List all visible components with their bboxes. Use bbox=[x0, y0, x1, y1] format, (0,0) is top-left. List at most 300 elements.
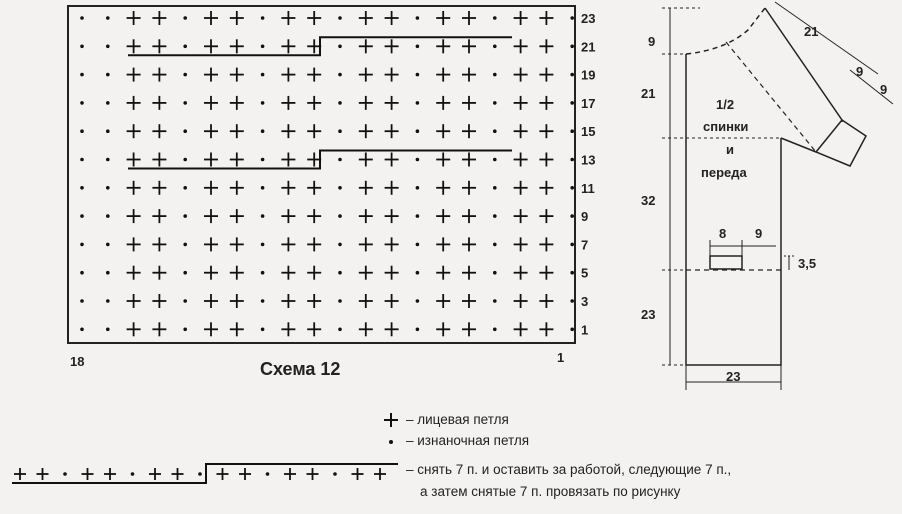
row-number: 23 bbox=[581, 11, 596, 26]
row-number: 19 bbox=[581, 67, 596, 83]
knit-symbol bbox=[436, 237, 450, 251]
knit-symbol bbox=[307, 68, 321, 82]
row-number: 3 bbox=[581, 294, 589, 309]
purl-symbol bbox=[570, 16, 574, 20]
purl-symbol bbox=[338, 243, 342, 247]
knit-symbol bbox=[462, 181, 476, 195]
knit-symbol bbox=[359, 266, 373, 280]
purl-symbol bbox=[416, 328, 420, 332]
chart-row bbox=[80, 322, 574, 336]
purl-symbol bbox=[338, 158, 342, 162]
purl-symbol bbox=[183, 271, 187, 275]
purl-symbol bbox=[183, 158, 187, 162]
purl-symbol bbox=[261, 16, 265, 20]
row-number: 13 bbox=[581, 152, 596, 168]
knit-symbol bbox=[230, 153, 244, 167]
knit-symbol bbox=[230, 68, 244, 82]
purl-symbol bbox=[416, 73, 420, 77]
knit-symbol bbox=[152, 153, 166, 167]
row-number: 9 bbox=[581, 209, 589, 225]
chart-row bbox=[80, 11, 574, 25]
knit-symbol bbox=[152, 68, 166, 82]
knit-symbol bbox=[462, 266, 476, 280]
knit-symbol bbox=[230, 294, 244, 308]
knit-symbol bbox=[462, 39, 476, 53]
knit-symbol bbox=[436, 96, 450, 110]
purl-symbol bbox=[570, 299, 574, 303]
knit-symbol bbox=[385, 237, 399, 251]
knit-symbol bbox=[152, 237, 166, 251]
legend-cable-text-1: – снять 7 п. и оставить за работой, следующие 7 п., bbox=[406, 462, 732, 477]
purl-symbol bbox=[80, 243, 84, 247]
knit-symbol bbox=[281, 39, 295, 53]
knit-symbol bbox=[539, 294, 553, 308]
knit-symbol bbox=[127, 209, 141, 223]
knit-symbol bbox=[281, 181, 295, 195]
knit-symbol bbox=[539, 209, 553, 223]
knit-symbol bbox=[152, 322, 166, 336]
row-numbers bbox=[581, 11, 595, 337]
knit-symbol bbox=[462, 96, 476, 110]
chart-row bbox=[80, 237, 574, 251]
knit-symbol bbox=[307, 124, 321, 138]
knit-symbol bbox=[204, 96, 218, 110]
knit-symbol bbox=[514, 39, 528, 53]
knit-symbol bbox=[230, 39, 244, 53]
purl-symbol bbox=[493, 45, 497, 49]
knit-symbol bbox=[514, 181, 528, 195]
knit-symbol bbox=[204, 68, 218, 82]
knit-symbol bbox=[359, 68, 373, 82]
chart-row bbox=[80, 96, 574, 110]
purl-symbol bbox=[570, 45, 574, 49]
dim-sleeve-end: 9 bbox=[880, 82, 888, 97]
purl-symbol bbox=[261, 271, 265, 275]
dim-middle-left: 32 bbox=[641, 193, 656, 208]
neckline bbox=[686, 8, 765, 54]
knit-symbol bbox=[436, 68, 450, 82]
purl-symbol bbox=[493, 73, 497, 77]
dim-pocket-width: 8 bbox=[719, 226, 727, 241]
pocket bbox=[710, 256, 742, 269]
knit-symbol bbox=[539, 153, 553, 167]
knit-symbol bbox=[127, 237, 141, 251]
knit-symbol bbox=[359, 11, 373, 25]
chart-symbols bbox=[80, 11, 574, 336]
knit-symbol bbox=[152, 124, 166, 138]
row-number: 7 bbox=[581, 237, 589, 253]
cuff bbox=[816, 120, 866, 166]
knit-symbol bbox=[127, 294, 141, 308]
row-number: 11 bbox=[581, 180, 595, 196]
knit-symbol bbox=[307, 266, 321, 280]
purl-symbol bbox=[416, 16, 420, 20]
knit-symbol bbox=[385, 266, 399, 280]
purl-symbol bbox=[338, 328, 342, 332]
knit-symbol bbox=[104, 468, 116, 480]
knit-symbol bbox=[281, 237, 295, 251]
knit-symbol bbox=[359, 322, 373, 336]
dim-bottom: 23 bbox=[726, 369, 741, 384]
purl-symbol bbox=[80, 214, 84, 218]
knit-symbol bbox=[514, 96, 528, 110]
knit-symbol bbox=[385, 96, 399, 110]
knit-symbol bbox=[281, 11, 295, 25]
knit-symbol bbox=[462, 322, 476, 336]
knit-symbol bbox=[204, 39, 218, 53]
knit-symbol bbox=[462, 294, 476, 308]
knit-symbol bbox=[462, 11, 476, 25]
knit-symbol bbox=[307, 468, 319, 480]
knit-symbol bbox=[436, 322, 450, 336]
purl-symbol bbox=[338, 101, 342, 105]
knit-symbol bbox=[37, 468, 49, 480]
knit-symbol bbox=[539, 181, 553, 195]
knit-symbol bbox=[462, 237, 476, 251]
purl-symbol bbox=[261, 45, 265, 49]
column-label-right: 1 bbox=[557, 350, 565, 365]
knit-symbol bbox=[359, 124, 373, 138]
purl-symbol bbox=[261, 214, 265, 218]
dim-pocket-offset: 9 bbox=[755, 226, 763, 241]
knit-symbol bbox=[127, 153, 141, 167]
knit-symbol bbox=[127, 266, 141, 280]
purl-symbol bbox=[338, 214, 342, 218]
legend-symbols bbox=[12, 413, 398, 483]
knit-symbol bbox=[307, 209, 321, 223]
knit-symbol bbox=[127, 39, 141, 53]
half-label-1: 1/2 bbox=[716, 97, 735, 112]
legend-knit-text: – лицевая петля bbox=[406, 412, 509, 427]
knit-symbol bbox=[539, 322, 553, 336]
purl-symbol bbox=[80, 158, 84, 162]
purl-symbol bbox=[183, 73, 187, 77]
purl-symbol bbox=[338, 299, 342, 303]
purl-symbol bbox=[106, 299, 110, 303]
knit-symbol bbox=[204, 237, 218, 251]
purl-symbol bbox=[570, 271, 574, 275]
purl-symbol bbox=[493, 16, 497, 20]
purl-symbol bbox=[131, 472, 135, 476]
knit-symbol bbox=[307, 181, 321, 195]
knit-symbol bbox=[152, 11, 166, 25]
purl-symbol bbox=[80, 73, 84, 77]
dim-lower-left: 23 bbox=[641, 307, 656, 322]
purl-symbol bbox=[106, 158, 110, 162]
purl-symbol bbox=[570, 129, 574, 133]
knit-symbol bbox=[514, 322, 528, 336]
purl-symbol bbox=[493, 299, 497, 303]
purl-symbol bbox=[416, 214, 420, 218]
purl-symbol bbox=[80, 186, 84, 190]
knit-symbol bbox=[281, 322, 295, 336]
row-number: 21 bbox=[581, 39, 596, 55]
knit-symbol bbox=[514, 11, 528, 25]
knit-symbol bbox=[204, 153, 218, 167]
knit-symbol bbox=[436, 11, 450, 25]
knit-symbol bbox=[230, 209, 244, 223]
knit-symbol bbox=[152, 96, 166, 110]
knit-symbol bbox=[359, 181, 373, 195]
knit-symbol bbox=[204, 11, 218, 25]
purl-symbol bbox=[570, 101, 574, 105]
knit-symbol bbox=[281, 266, 295, 280]
knit-symbol bbox=[514, 237, 528, 251]
knit-symbol bbox=[436, 209, 450, 223]
purl-symbol bbox=[493, 214, 497, 218]
knit-symbol bbox=[127, 181, 141, 195]
purl-symbol bbox=[493, 328, 497, 332]
purl-symbol bbox=[106, 243, 110, 247]
half-label-3: и bbox=[726, 142, 734, 157]
purl-symbol bbox=[183, 243, 187, 247]
knit-symbol bbox=[514, 124, 528, 138]
knit-symbol bbox=[539, 39, 553, 53]
knit-symbol bbox=[436, 39, 450, 53]
purl-symbol bbox=[493, 129, 497, 133]
purl-symbol bbox=[106, 271, 110, 275]
row-number: 15 bbox=[581, 124, 596, 140]
purl-symbol bbox=[338, 271, 342, 275]
purl-symbol bbox=[80, 299, 84, 303]
chart-row bbox=[80, 151, 574, 169]
cable-crossing-line bbox=[12, 464, 398, 483]
purl-symbol bbox=[261, 299, 265, 303]
sleeve-under-edge bbox=[781, 138, 816, 152]
purl-symbol bbox=[570, 158, 574, 162]
knit-symbol bbox=[436, 153, 450, 167]
purl-symbol bbox=[493, 158, 497, 162]
purl-symbol bbox=[570, 243, 574, 247]
purl-symbol bbox=[80, 271, 84, 275]
knit-symbol bbox=[385, 209, 399, 223]
purl-symbol bbox=[261, 73, 265, 77]
purl-symbol bbox=[183, 101, 187, 105]
knit-symbol bbox=[462, 68, 476, 82]
purl-symbol bbox=[106, 73, 110, 77]
knit-symbol bbox=[359, 153, 373, 167]
knit-symbol bbox=[539, 124, 553, 138]
garment-schematic bbox=[662, 2, 893, 390]
knit-symbol bbox=[82, 468, 94, 480]
knit-symbol bbox=[149, 468, 161, 480]
knit-symbol bbox=[127, 124, 141, 138]
knit-symbol bbox=[514, 209, 528, 223]
purl-symbol bbox=[261, 328, 265, 332]
knit-symbol bbox=[230, 181, 244, 195]
half-label-4: переда bbox=[701, 165, 747, 180]
purl-symbol bbox=[333, 472, 337, 476]
purl-symbol bbox=[261, 101, 265, 105]
knit-symbol bbox=[152, 266, 166, 280]
knit-symbol bbox=[385, 181, 399, 195]
purl-symbol bbox=[106, 129, 110, 133]
knit-symbol bbox=[514, 266, 528, 280]
knit-symbol bbox=[127, 322, 141, 336]
knit-symbol bbox=[307, 96, 321, 110]
purl-symbol bbox=[570, 328, 574, 332]
knit-symbol bbox=[127, 68, 141, 82]
purl-symbol bbox=[570, 186, 574, 190]
knit-symbol bbox=[462, 209, 476, 223]
purl-symbol bbox=[183, 328, 187, 332]
purl-symbol bbox=[416, 243, 420, 247]
chart-row bbox=[80, 37, 574, 55]
dim-upper-left: 21 bbox=[641, 86, 656, 101]
knit-symbol bbox=[281, 209, 295, 223]
purl-symbol bbox=[261, 129, 265, 133]
dim-sleeve-mid: 9 bbox=[856, 64, 864, 79]
knit-symbol bbox=[281, 68, 295, 82]
purl-symbol bbox=[416, 129, 420, 133]
legend-purl-icon bbox=[389, 440, 393, 444]
purl-symbol bbox=[183, 45, 187, 49]
knit-symbol bbox=[385, 39, 399, 53]
knit-symbol bbox=[281, 124, 295, 138]
purl-symbol bbox=[80, 129, 84, 133]
chart-row bbox=[80, 68, 574, 82]
knit-symbol bbox=[284, 468, 296, 480]
legend-knit-icon bbox=[384, 413, 398, 427]
knit-symbol bbox=[239, 468, 251, 480]
knit-symbol bbox=[14, 468, 26, 480]
knit-symbol bbox=[539, 96, 553, 110]
knit-symbol bbox=[359, 209, 373, 223]
knit-symbol bbox=[152, 39, 166, 53]
knit-symbol bbox=[217, 468, 229, 480]
knit-symbol bbox=[281, 294, 295, 308]
purl-symbol bbox=[493, 186, 497, 190]
knit-symbol bbox=[152, 209, 166, 223]
purl-symbol bbox=[80, 45, 84, 49]
knit-symbol bbox=[172, 468, 184, 480]
knit-symbol bbox=[152, 181, 166, 195]
purl-symbol bbox=[106, 214, 110, 218]
knit-symbol bbox=[462, 124, 476, 138]
knit-symbol bbox=[281, 96, 295, 110]
purl-symbol bbox=[338, 16, 342, 20]
knit-symbol bbox=[436, 294, 450, 308]
purl-symbol bbox=[416, 271, 420, 275]
knit-symbol bbox=[514, 68, 528, 82]
row-number: 17 bbox=[581, 95, 596, 111]
knit-symbol bbox=[204, 124, 218, 138]
knit-symbol bbox=[307, 11, 321, 25]
schematic-labels bbox=[641, 24, 887, 384]
knit-symbol bbox=[385, 68, 399, 82]
column-label-left: 18 bbox=[70, 354, 85, 369]
purl-symbol bbox=[570, 214, 574, 218]
purl-symbol bbox=[106, 186, 110, 190]
knit-symbol bbox=[385, 11, 399, 25]
knit-symbol bbox=[127, 11, 141, 25]
purl-symbol bbox=[493, 271, 497, 275]
knit-symbol bbox=[204, 294, 218, 308]
purl-symbol bbox=[338, 129, 342, 133]
knit-symbol bbox=[436, 266, 450, 280]
knit-symbol bbox=[359, 294, 373, 308]
knit-symbol bbox=[230, 237, 244, 251]
dim-sleeve-top: 21 bbox=[804, 24, 819, 39]
knit-symbol bbox=[307, 294, 321, 308]
purl-symbol bbox=[63, 472, 67, 476]
knit-symbol bbox=[204, 181, 218, 195]
knit-symbol bbox=[359, 237, 373, 251]
knit-symbol bbox=[204, 266, 218, 280]
legend-purl-text: – изнаночная петля bbox=[406, 433, 530, 448]
purl-symbol bbox=[183, 214, 187, 218]
chart-row bbox=[80, 294, 574, 308]
purl-symbol bbox=[80, 101, 84, 105]
knit-symbol bbox=[539, 266, 553, 280]
purl-symbol bbox=[416, 186, 420, 190]
knit-symbol bbox=[385, 124, 399, 138]
knit-symbol bbox=[436, 181, 450, 195]
purl-symbol bbox=[106, 16, 110, 20]
knit-symbol bbox=[230, 11, 244, 25]
purl-symbol bbox=[338, 45, 342, 49]
knit-symbol bbox=[204, 322, 218, 336]
knit-symbol bbox=[462, 153, 476, 167]
purl-symbol bbox=[183, 129, 187, 133]
chart-row bbox=[80, 209, 574, 223]
sleeve-fold bbox=[726, 42, 816, 152]
legend-cable-icon bbox=[12, 464, 398, 483]
purl-symbol bbox=[338, 73, 342, 77]
purl-symbol bbox=[183, 299, 187, 303]
purl-symbol bbox=[266, 472, 270, 476]
knit-symbol bbox=[230, 266, 244, 280]
purl-symbol bbox=[80, 328, 84, 332]
purl-symbol bbox=[570, 73, 574, 77]
purl-symbol bbox=[80, 16, 84, 20]
chart-row bbox=[80, 266, 574, 280]
row-number: 1 bbox=[581, 322, 589, 338]
knit-symbol bbox=[385, 322, 399, 336]
chart-frame bbox=[68, 6, 575, 343]
knit-symbol bbox=[374, 468, 386, 480]
knit-symbol bbox=[436, 124, 450, 138]
purl-symbol bbox=[261, 186, 265, 190]
knit-symbol bbox=[385, 294, 399, 308]
knit-symbol bbox=[230, 322, 244, 336]
purl-symbol bbox=[493, 101, 497, 105]
purl-symbol bbox=[183, 16, 187, 20]
chart-row bbox=[80, 124, 574, 138]
purl-symbol bbox=[416, 158, 420, 162]
purl-symbol bbox=[106, 45, 110, 49]
knit-symbol bbox=[127, 96, 141, 110]
knit-symbol bbox=[204, 209, 218, 223]
row-number: 5 bbox=[581, 265, 589, 281]
chart-title: Схема 12 bbox=[260, 359, 341, 379]
purl-symbol bbox=[416, 101, 420, 105]
dim-pocket-height: 3,5 bbox=[798, 256, 817, 271]
knit-symbol bbox=[514, 294, 528, 308]
knit-symbol bbox=[352, 468, 364, 480]
purl-symbol bbox=[493, 243, 497, 247]
knit-symbol bbox=[514, 153, 528, 167]
knit-symbol bbox=[307, 322, 321, 336]
dim-top-left: 9 bbox=[648, 34, 656, 49]
purl-symbol bbox=[338, 186, 342, 190]
knit-symbol bbox=[539, 68, 553, 82]
knit-symbol bbox=[230, 124, 244, 138]
knit-symbol bbox=[307, 237, 321, 251]
purl-symbol bbox=[106, 101, 110, 105]
purl-symbol bbox=[416, 45, 420, 49]
purl-symbol bbox=[261, 243, 265, 247]
